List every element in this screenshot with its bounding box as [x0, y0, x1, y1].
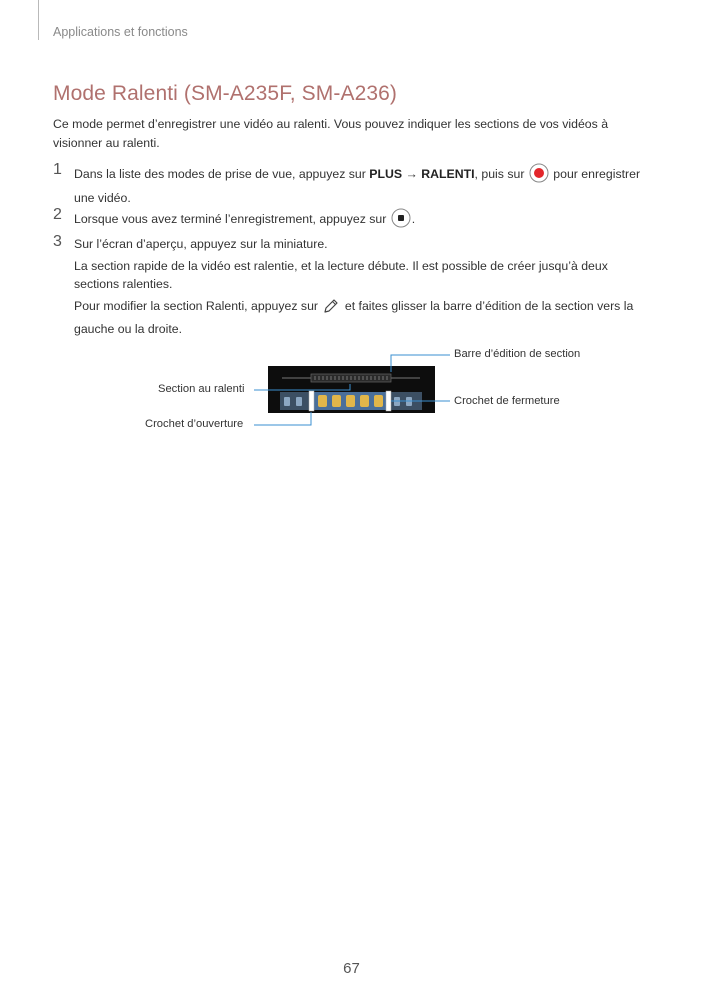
step-text: . — [411, 212, 416, 226]
opening-bracket — [309, 391, 314, 411]
step-text: Pour modifier la section Ralenti, appuyez sur — [74, 298, 322, 313]
plus-label: PLUS — [369, 167, 403, 181]
opening-bracket-callout-line — [254, 412, 311, 425]
callout-closing-bracket: Crochet de fermeture — [454, 395, 560, 407]
intro-paragraph: Ce mode permet d’enregistrer une vidéo au ralenti. Vous pouvez indiquer les sections de vos vidéos à visionner au ralenti. — [53, 117, 609, 150]
step-text: pour enregistrer une vidéo. — [74, 167, 641, 205]
ralenti-label: RALENTI — [421, 167, 475, 181]
callout-slow-section: Section au ralenti — [158, 383, 245, 395]
step-number: 1 — [53, 161, 62, 178]
closing-bracket — [386, 391, 391, 411]
arrow-text: → — [402, 167, 422, 181]
callout-opening-bracket: Crochet d’ouverture — [145, 418, 244, 430]
callout-edit-bar: Barre d’édition de section — [454, 348, 581, 360]
header-section: Applications et fonctions — [53, 25, 188, 39]
step-text: Lorsque vous avez terminé l’enregistrement, appuyez sur — [74, 212, 390, 226]
step-number: 2 — [53, 206, 62, 223]
page-title: Mode Ralenti (SM-A235F, SM-A236) — [53, 82, 397, 105]
page-number: 67 — [343, 960, 360, 977]
step-text: , puis sur — [474, 167, 528, 181]
step-text: Dans la liste des modes de prise de vue, appuyez sur — [74, 167, 370, 181]
step-number: 3 — [53, 233, 62, 250]
step-paragraph: Sur l’écran d’aperçu, appuyez sur la miniature. — [74, 237, 328, 251]
step-text: et faites glisser la barre d’édition de la section vers la gauche ou la droite. — [74, 298, 634, 336]
step-paragraph: La section rapide de la vidéo est ralentie, et la lecture débute. Il est possible de créer jusqu’à deux sections ralenties. — [74, 258, 608, 291]
